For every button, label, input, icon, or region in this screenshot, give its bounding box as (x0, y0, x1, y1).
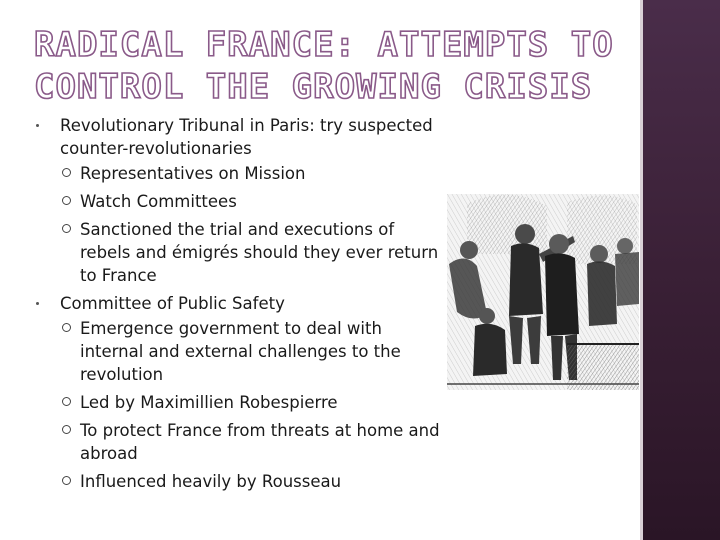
engraving-illustration (447, 194, 639, 390)
circle-bullet-icon (62, 196, 71, 205)
sub-bullet-item (60, 317, 446, 386)
sub-bullet-text: Emergence government to deal with internal and external challenges to the revolution (80, 319, 401, 384)
sub-bullet-item (60, 218, 446, 287)
circle-bullet-icon (62, 425, 71, 434)
sub-bullet-item (60, 162, 446, 185)
circle-bullet-icon (62, 168, 71, 177)
circle-bullet-icon (62, 323, 71, 332)
sub-bullet-text: Watch Committees (80, 192, 237, 211)
circle-bullet-icon (62, 476, 71, 485)
slide-title (34, 24, 634, 108)
bullet-item (36, 292, 446, 493)
bullet-text: Revolutionary Tribunal in Paris: try suspected counter-revolutionaries (60, 116, 433, 158)
sub-bullet-text: To protect France from threats at home and abroad (80, 421, 440, 463)
sub-bullet-item (60, 470, 446, 493)
sub-bullet-text: Led by Maximillien Robespierre (80, 393, 338, 412)
circle-bullet-icon (62, 224, 71, 233)
decorative-sidebar (643, 0, 720, 540)
sub-bullet-item (60, 419, 446, 465)
sub-bullet-text: Influenced heavily by Rousseau (80, 472, 342, 491)
circle-bullet-icon (62, 397, 71, 406)
bullet-list (36, 114, 446, 498)
title-line-2: CONTROL THE GROWING CRISIS (34, 67, 593, 107)
title-line-1: RADICAL FRANCE: ATTEMPTS TO (34, 25, 614, 65)
bullet-text: Committee of Public Safety (60, 294, 285, 313)
bullet-dot-icon (36, 302, 39, 305)
bullet-dot-icon (36, 124, 39, 127)
sub-bullet-text: Sanctioned the trial and executions of rebels and émigrés should they ever return to France (80, 220, 439, 285)
bullet-item (36, 114, 446, 287)
sub-bullet-item (60, 190, 446, 213)
sub-bullet-item (60, 391, 446, 414)
sub-bullet-text: Representatives on Mission (80, 164, 306, 183)
